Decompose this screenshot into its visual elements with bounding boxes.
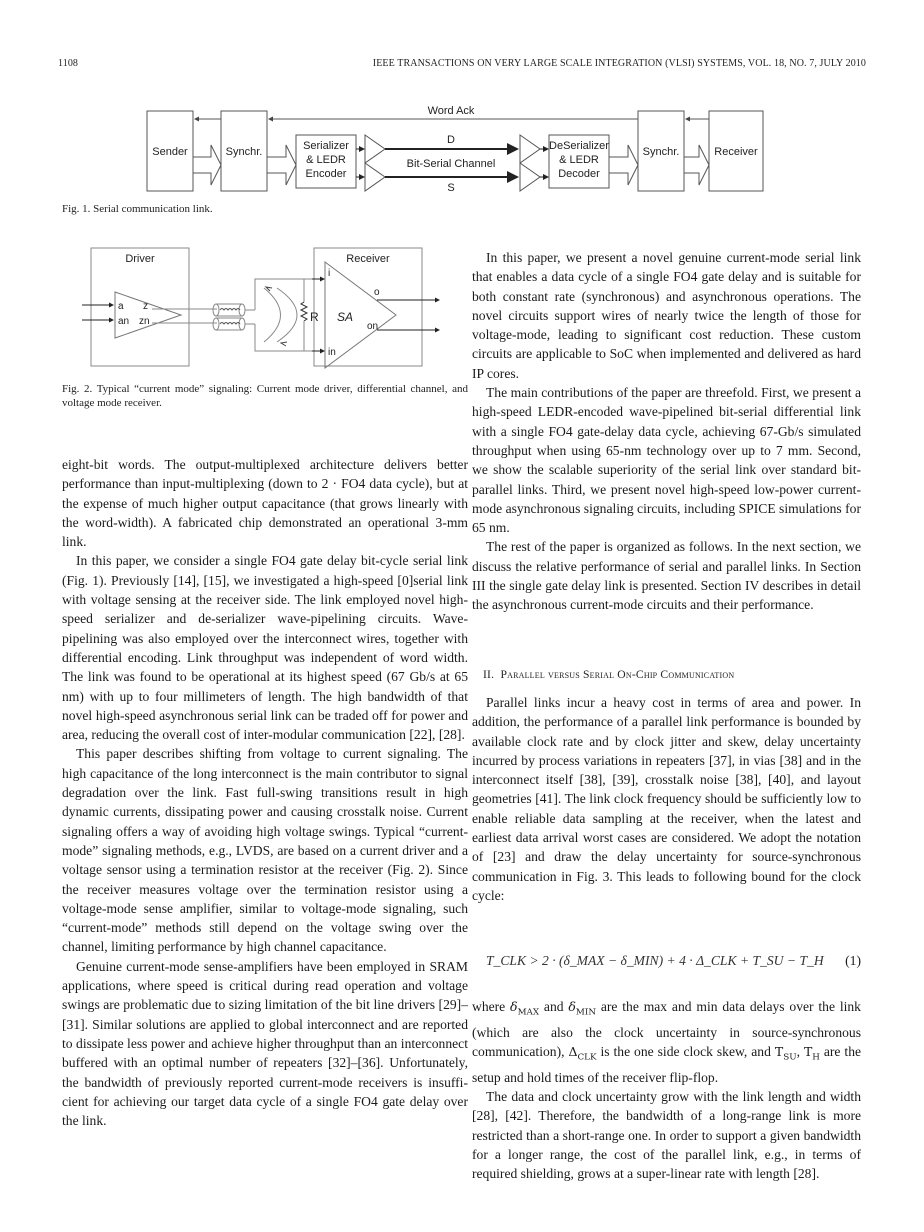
- resistor: [301, 302, 307, 321]
- output-zn-label: zn: [139, 316, 150, 327]
- input-an-label: an: [118, 316, 130, 327]
- equation-1: [472, 953, 861, 975]
- delta-clk-symbol: $\Delta_{CLK}$: [568, 1044, 597, 1063]
- driver-buffer-s: [365, 163, 385, 191]
- running-header: [58, 58, 866, 72]
- section-number: II.: [483, 668, 495, 681]
- synchr-right-label: Synchr.: [642, 146, 680, 158]
- delta-min-symbol: $\delta_{MIN}$: [568, 999, 596, 1018]
- text-run: is the one side clock skew, and: [596, 1044, 775, 1060]
- bus-arrow-2: [267, 145, 296, 185]
- sa-input-in-label: in: [328, 347, 336, 358]
- inductor-top: [220, 309, 240, 311]
- figure-1-serial-link-diagram: [145, 97, 775, 197]
- channel-label: Bit-Serial Channel: [406, 158, 496, 170]
- serializer-label-1: Serializer: [303, 140, 349, 152]
- paragraph: In this paper, we consider a single FO4 gate delay bit-cycle serial link (Fig. 1). Previously [14], [15], we investigated a high-speed [0]serial link with voltage sensing at the receiver side. The link employed novel high-speed serializer and de-serializer wave-pipelining circuits. Wave-pipelining was also employed over the interconnect wires, together with differential encoding. Link throughput was independent of word width. The link was found to be operational at its highest speed (67 Gb/s at 65 nm) with up to four millimeters of length. The high bandwidth of that novel high-speed asynchronous serial link can be traded off for power and area, reducing the overall cost of inter-modular communication [22], [28].: [62, 553, 468, 743]
- paragraph: The main contributions of the paper are threefold. First, we present a high-speed LEDR-encoded wave-pipelined bit-serial differential link with a single FO4 gate-delay data cycle, achieving 67-Gb/s simulated throughput when using 65-nm technology over up to 7 mm. Second, we show the scalable superiority of the serial link over standard bit-parallel links. Third, we present novel high-speed low-power current-mode asynchronous signaling circuits, including SPICE simulations for 65 nm.: [472, 385, 861, 536]
- right-column-closing: [472, 997, 861, 1184]
- left-column-text: [62, 455, 468, 1130]
- t-h-symbol: $T_H$: [803, 1044, 820, 1063]
- s-signal-label: S: [447, 182, 455, 194]
- paragraph: This paper describes shifting from voltage to current signaling. The high capacitance of the long interconnect is the main contributor to signal degradation over the link. Fast full-swing transitions result in high dynamic currents, dissipating power and causing crosstalk noise. Current signaling offers a way of avoiding high voltage swings. Typical “current-mode” signaling methods, e.g., LVDS, are based on a current driver and a voltage sensor using a termination resistor at the receiver (Fig. 2). Since the receiver measures voltage over the termination resistor using a voltage-mode sense amplifier, similar to voltage-mode signaling, such “current-mode” methods still depend on the voltage swing over the channel, limiting performance by high channel capacitance.: [62, 746, 468, 955]
- fig1-svg: [145, 97, 775, 197]
- inductor-bottom: [220, 323, 240, 325]
- word-ack-label: Word Ack: [427, 105, 475, 117]
- driver-box: [91, 248, 189, 366]
- section-title: Parallel versus Serial On-Chip Communication: [500, 668, 735, 681]
- figure-1-caption: Fig. 1. Serial communication link.: [62, 203, 213, 215]
- sense-amp-label: SA: [337, 310, 354, 324]
- bus-arrow-4: [684, 145, 709, 185]
- paragraph: eight-bit words. The output-multiplexed architecture delivers better performance than input-multiplexing (down to 2 · FO4 data cycle), but at the expense of much higher output capacitance (that grows linearly with the word-width). A fabricated chip demonstrated an operational 3-mm link.: [62, 457, 468, 550]
- text-run: ,: [796, 1044, 804, 1060]
- text-run: are the setup and hold times of the receiver flip-flop.: [472, 1044, 862, 1085]
- t-su-symbol: $T_{SU}$: [774, 1044, 797, 1063]
- d-signal-label: D: [447, 134, 455, 146]
- equation-formula: T_CLK > 2 · (δ_MAX − δ_MIN) + 4 · Δ_CLK + T_SU − T_H: [486, 953, 824, 968]
- receiver-buffer-s: [520, 163, 540, 191]
- equation-number: (1): [845, 953, 861, 968]
- where-paragraph: [472, 997, 861, 1087]
- figure-2-caption: Fig. 2. Typical “current mode” signaling: Current mode driver, differential channel, and voltage mode receiver.: [62, 383, 468, 409]
- deserializer-label-1: DeSerializer: [549, 140, 609, 152]
- text-run: and: [539, 999, 569, 1014]
- text-run: where: [472, 999, 511, 1014]
- current-loop-arc-1: [264, 288, 281, 342]
- receiver-buffer-d: [520, 135, 540, 163]
- output-z-label: z: [143, 301, 148, 312]
- deserializer-label-2: & LEDR: [559, 154, 599, 166]
- bus-arrow-1: [193, 145, 221, 185]
- sa-output-o-label: o: [374, 287, 380, 298]
- sa-output-on-label: on: [367, 321, 379, 332]
- fig2-svg: [82, 246, 442, 376]
- sender-label: Sender: [152, 146, 188, 158]
- right-column-intro: [472, 248, 861, 615]
- paragraph: Parallel links incur a heavy cost in terms of area and power. In addition, the performance of a parallel link performance is bounded by available clock rate and by clock jitter and skew, delay uncertainty incurred by process variations in repeaters [37], in vias [38] and in the interconnect itself [38], [39], crosstalk noise [38], [40], and layout geometries [41]. The link clock frequency should be sufficiently low to enable reliable data sampling at the receiver, when the latest and earliest data arrival worst cases are considered. We adopt the notation of [23] and draw the delay uncertainty for source-synchronous communication in Fig. 3. This leads to following bound for the clock cycle:: [472, 695, 861, 903]
- bus-arrow-3: [609, 145, 638, 185]
- section-heading: [483, 668, 734, 681]
- serializer-label-3: Encoder: [305, 168, 347, 180]
- text-run: are the max and min data delays over the link (which are also the clock uncertainty in source-synchronous communication),: [472, 999, 861, 1060]
- receiver-label: Receiver: [714, 146, 758, 158]
- driver-buffer-d: [365, 135, 385, 163]
- journal-title: IEEE TRANSACTIONS ON VERY LARGE SCALE INTEGRATION (VLSI) SYSTEMS, VOL. 18, NO. 7, JULY 2010: [372, 58, 866, 69]
- deserializer-label-3: Decoder: [558, 168, 600, 180]
- synchr-left-label: Synchr.: [225, 146, 263, 158]
- resistor-label: R: [310, 310, 319, 324]
- paragraph: In this paper, we present a novel genuine current-mode serial link that enables a data cycle of a single FO4 gate delay and is suitable for both constant rate (synchronous) and asynchronous operations. The novel circuits support wires of nearly twice the length of those for voltage-mode, leading to significant cost reduction. These custom circuits are applicable to SoC when implemented and delivered as hard IP cores.: [472, 250, 861, 381]
- paragraph: The rest of the paper is organized as follows. In the next section, we discuss the relative performance of serial and parallel links. In Section III the single gate delay link is presented. Section IV describes in detail the asynchronous current-mode circuits and their performance.: [472, 539, 861, 613]
- figure-2-current-mode-diagram: [82, 246, 442, 376]
- page-number: 1108: [58, 58, 79, 69]
- driver-label: Driver: [125, 253, 155, 265]
- receiver-title: Receiver: [346, 253, 390, 265]
- paragraph: The data and clock uncertainty grow with the link length and width [28], [42]. Therefore, the bandwidth of a long-range link is more restricted than a short-range one. In order to support a given bandwidth for a longer range, the cost of the parallel link, e.g., in terms of required shielding, grows at a super-linear rate with length [28].: [472, 1089, 861, 1182]
- driver-amplifier: [115, 292, 181, 338]
- section-2-text: [472, 693, 861, 905]
- input-a-label: a: [118, 301, 124, 312]
- sa-input-i-label: i: [328, 268, 331, 279]
- delta-max-symbol: $\delta_{MAX}$: [510, 999, 540, 1018]
- serializer-label-2: & LEDR: [306, 154, 346, 166]
- paragraph: Genuine current-mode sense-amplifiers have been employed in SRAM applications, where speed is critical during read operation and voltage swings are problematic due to sizing limitation of the bit line drivers [29]–[31]. Similar solutions are applied to global interconnect and are reported to dissipate less power and achieve higher throughput than an interconnect buffered with an optimal number of repeaters [32]–[36]. Unfortunately, the bandwidth of previously reported current-mode receivers is insufficient for achieving our target data cycle of a single FO4 gate delay over the link.: [62, 958, 468, 1129]
